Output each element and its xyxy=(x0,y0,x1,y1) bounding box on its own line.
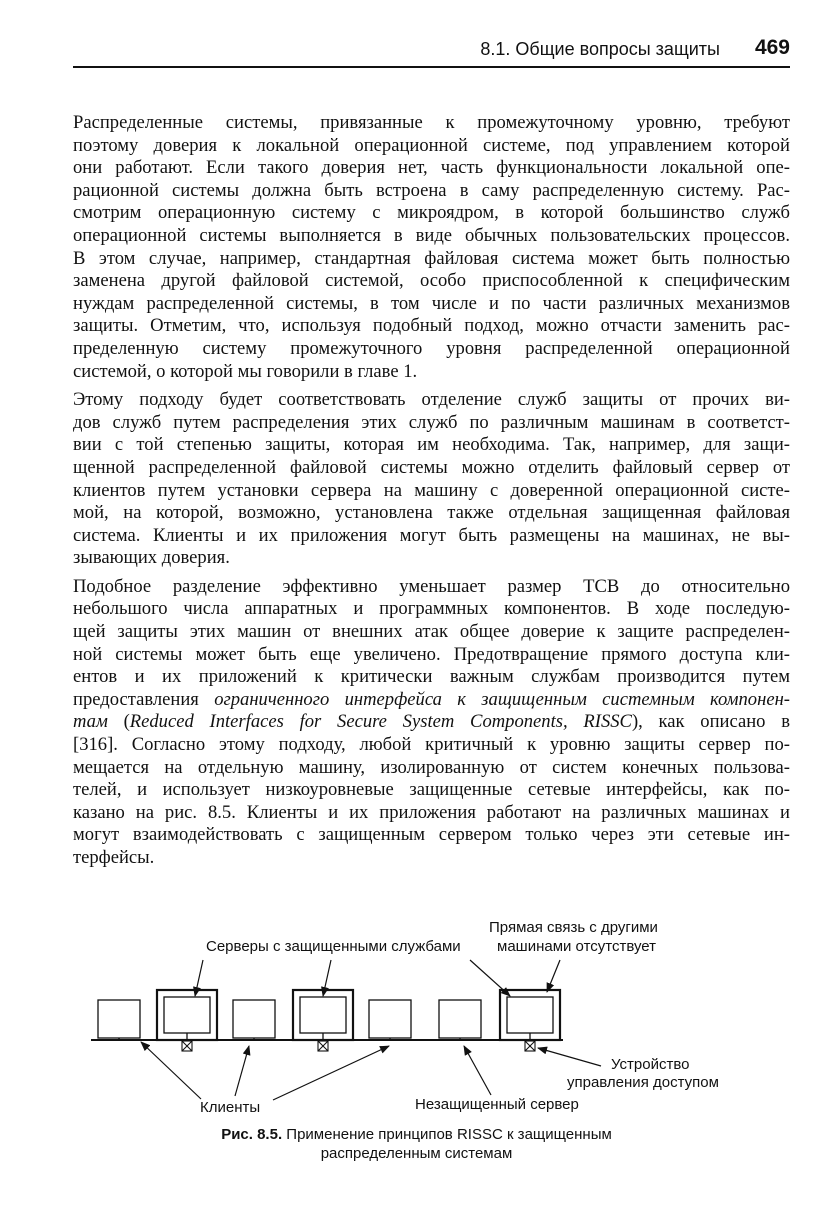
arrow-unprotected-server xyxy=(464,1046,491,1095)
paragraph-2 xyxy=(73,389,790,570)
paragraph-line: нуждам распределенной системы, в том числе и по части различных механизмов xyxy=(73,292,790,314)
paragraph-line: дов служб путем распределения этих служб по различным машинам в соответст- xyxy=(73,411,790,433)
paragraph-line: В этом случае, например, стандартная файловая система может быть полностью xyxy=(73,247,790,269)
arrow-clients-2 xyxy=(235,1046,249,1096)
arrow-clients-3 xyxy=(273,1046,389,1100)
term-russian-end: там xyxy=(73,711,108,733)
paragraph-line: могут взаимодействовать с защищенным сервером только через эти сетевые ин- xyxy=(73,824,790,846)
paragraph-line: щенной распределенной файловой системы можно отделить файловый сервер от xyxy=(73,456,790,478)
label-unprotected-server: Незащищенный сервер xyxy=(415,1096,579,1113)
paragraph-line: ентов и их приложений к критически важным службам производится путем xyxy=(73,666,790,688)
paragraph-line: щей защиты этих машин от внешних атак общее доверие к защите распределен- xyxy=(73,621,790,643)
client-machine xyxy=(98,1000,140,1038)
paragraph-line: клиентов путем установки сервера на машину с доверенной операционной систе- xyxy=(73,479,790,501)
label-secure-servers: Серверы с защищенными службами xyxy=(206,938,461,955)
arrow-no-direct-link xyxy=(547,960,560,992)
paragraph-line-italic-1 xyxy=(73,689,790,712)
paragraph-line: Распределенные системы, привязанные к промежуточному уровню, требуют xyxy=(73,112,790,133)
paragraph-line: телей, и использует низкоуровневые защищенные сетевые интерфейсы, как по- xyxy=(73,779,790,801)
paragraph-3 xyxy=(73,576,790,870)
paragraph-line: казано на рис. 8.5. Клиенты и их приложения работают на различных машинах и xyxy=(73,801,790,823)
client-machine xyxy=(369,1000,411,1038)
label-access-device-2: управления доступом xyxy=(567,1074,719,1091)
paragraph-line: ной системы может быть еще увеличено. Предотвращение прямого доступа кли- xyxy=(73,643,790,665)
label-no-direct-link-1: Прямая связь с другими xyxy=(489,919,658,936)
arrow-access-device xyxy=(538,1048,601,1066)
label-no-direct-link-2: машинами отсутствует xyxy=(497,938,657,955)
secure-server-inner xyxy=(164,997,210,1033)
paragraph-line: Подобное разделение эффективно уменьшает размер TCB до относительно xyxy=(73,575,790,597)
secure-server-inner xyxy=(507,997,553,1033)
paragraph-line: системой, о которой мы говорили в главе 1. xyxy=(73,360,418,382)
paragraph-line: защиты. Отметим, что, используя подобный подход, можно отчасти заменить рас- xyxy=(73,315,790,337)
paragraph-line: заменена другой файловой системой, особо приспособленной к специфическим xyxy=(73,270,790,292)
page-header xyxy=(73,36,790,68)
unprotected-server xyxy=(439,1000,481,1038)
paragraph-line: система. Клиенты и их приложения могут быть размещены на машинах, не вы- xyxy=(73,524,790,546)
paragraph-line: зывающих доверия. xyxy=(73,547,230,569)
page-number: 469 xyxy=(754,36,790,59)
secure-server-inner xyxy=(300,997,346,1033)
paragraph-line: поэтому доверия к локальной операционной системе, под управлением которой xyxy=(73,134,790,156)
paragraph-line: небольшого числа аппаратных и программных компонентов. В ходе последую- xyxy=(73,598,790,620)
term-english: Reduced Interfaces for Secure System Components, RISSC xyxy=(129,711,632,733)
caption-line-2: распределенным системам xyxy=(320,1145,513,1162)
paragraph-line: вии с той степенью защиты, которая им необходима. Так, например, для защи- xyxy=(73,434,790,456)
paragraph-line: они работают. Если такого доверия нет, часть функциональности локальной опе- xyxy=(73,157,790,179)
paragraph-line: [316]. Согласно этому подходу, любой критичный к уровню защиты сервер по- xyxy=(73,734,790,756)
arrow-secure-server-3 xyxy=(470,960,510,996)
paragraph-line: терфейсы. xyxy=(73,847,155,868)
paragraph-line-italic-2 xyxy=(73,711,790,734)
body-text xyxy=(73,112,790,876)
running-title: 8.1. Общие вопросы защиты xyxy=(480,39,720,59)
paragraph-1 xyxy=(73,112,790,383)
caption-number: Рис. 8.5. xyxy=(221,1126,283,1143)
figure-caption xyxy=(0,1125,833,1163)
caption-text: Применение принципов RISSC к защищенным xyxy=(282,1126,612,1143)
client-machine xyxy=(233,1000,275,1038)
text-fragment: ), как описано в xyxy=(631,711,790,733)
text-fragment: ( xyxy=(107,711,130,733)
paragraph-line: мой, на которой, возможно, установлена также отдельная защищенная файловая xyxy=(73,502,790,524)
label-access-device-1: Устройство xyxy=(611,1056,690,1073)
paragraph-line: пределенную систему промежуточного уровня распределенной операционной xyxy=(73,337,790,359)
paragraph-line: Этому подходу будет соответствовать отделение служб защиты от прочих ви- xyxy=(73,389,790,411)
paragraph-line: операционной системы выполняется в виде обычных пользовательских процессов. xyxy=(73,224,790,246)
paragraph-line: рационной системы должна быть встроена в саму распределенную систему. Рас- xyxy=(73,179,790,201)
caption-line-1 xyxy=(0,1125,833,1144)
text-fragment: предоставления xyxy=(73,688,215,710)
term-russian: ограниченного интерфейса к защищенным системным компонен- xyxy=(214,688,790,710)
paragraph-line: смотрим операционную систему с микроядром, в которой большинство служб xyxy=(73,202,790,224)
paragraph-line: мещается на отдельную машину, изолированную от систем конечных пользова- xyxy=(73,756,790,778)
label-clients: Клиенты xyxy=(200,1099,261,1116)
